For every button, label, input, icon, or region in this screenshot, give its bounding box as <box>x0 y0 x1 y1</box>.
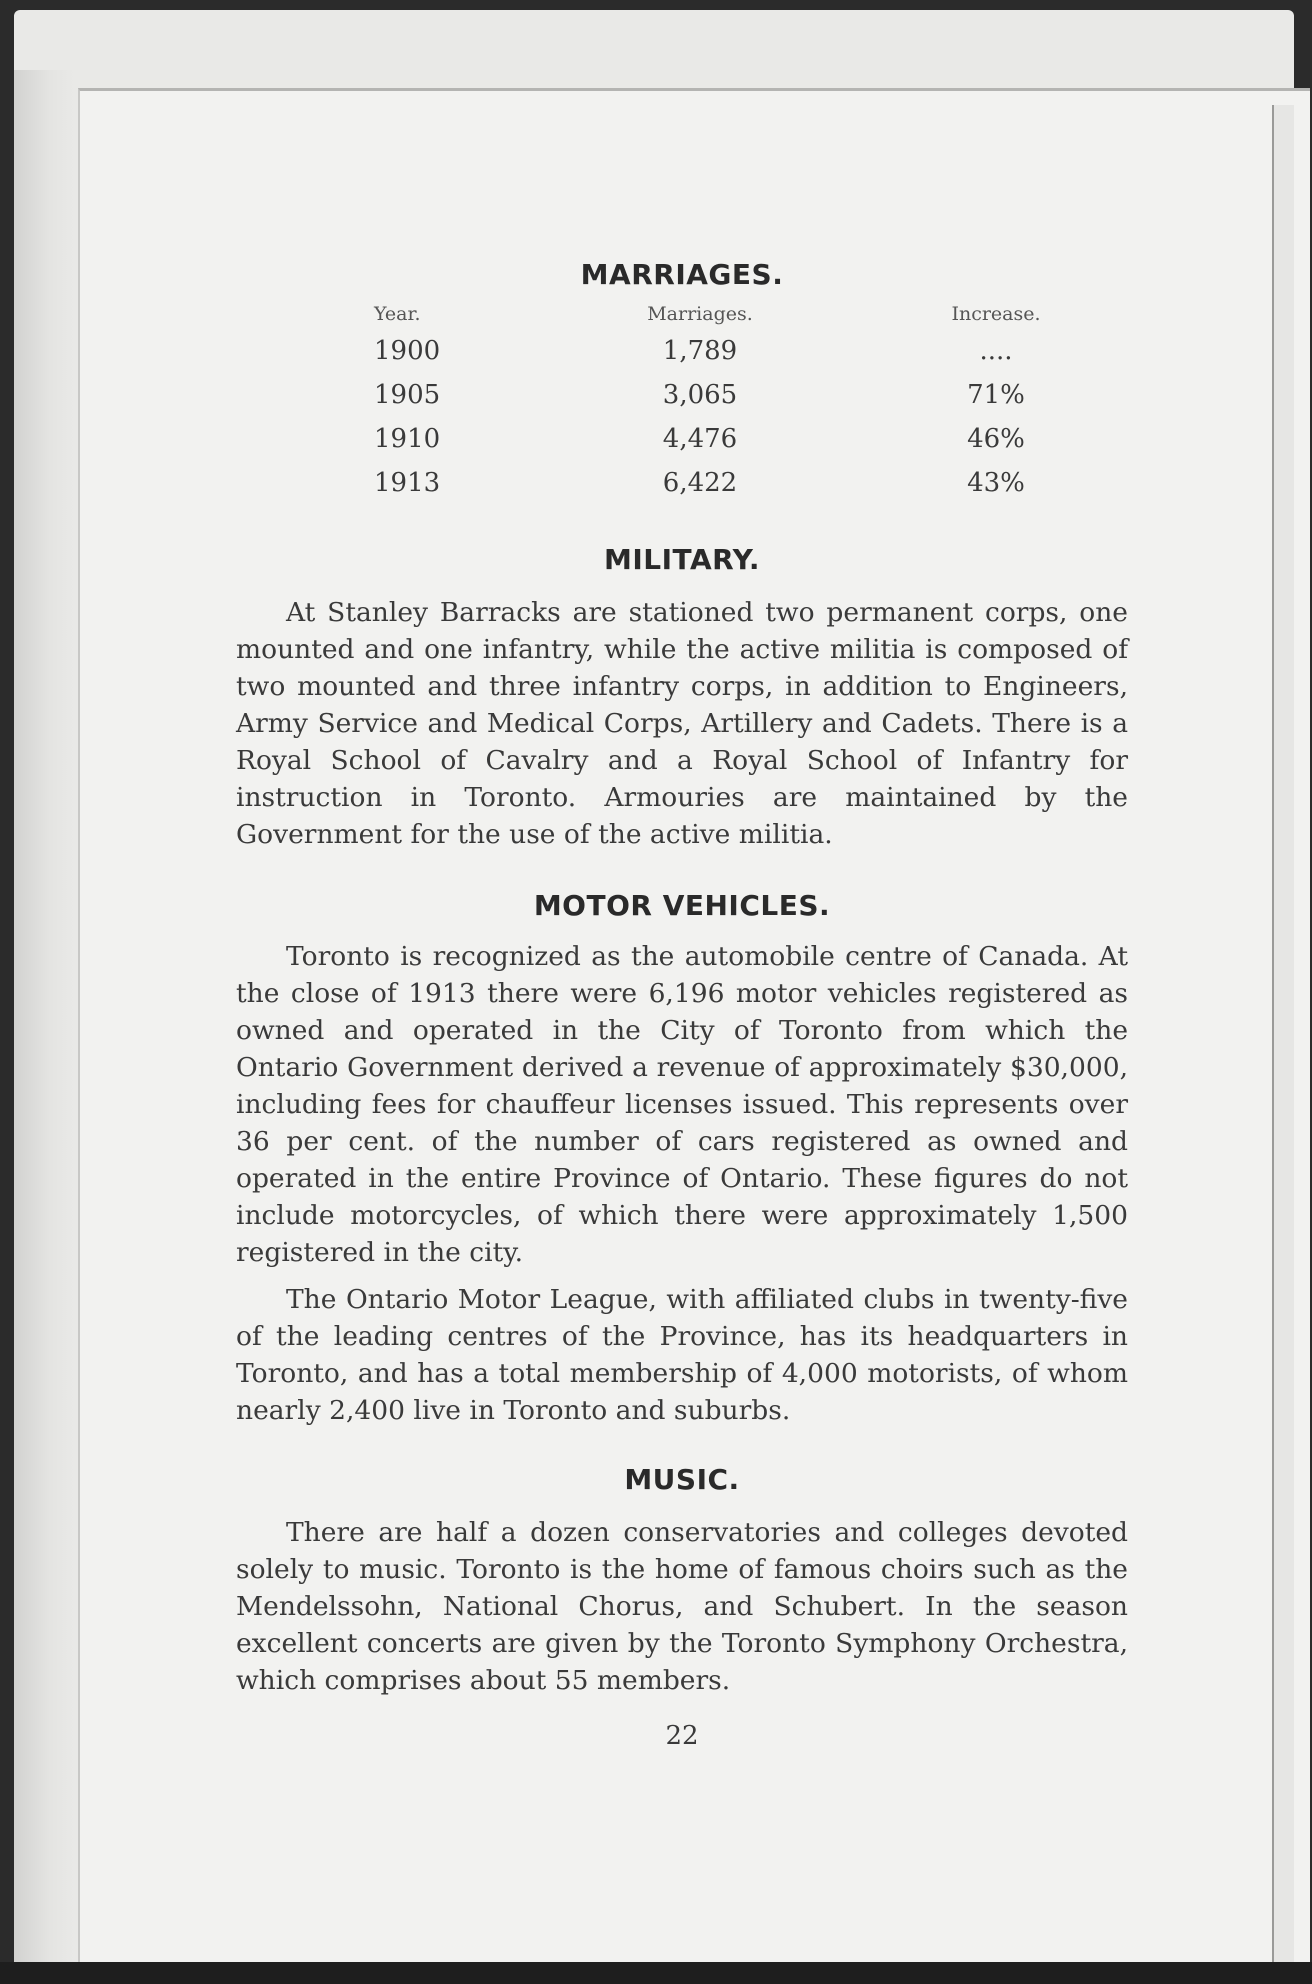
table-row <box>236 329 1116 373</box>
motor-vehicles-paragraph-2: The Ontario Motor League, with affiliated clubs in twenty-five of the leading centres of the Province, has its headquarters in Toronto, and has a total membership of 4,000 motorists, of whom nearly 2,400 live in Toronto and suburbs. <box>236 1284 1128 1426</box>
cell-marriages: 3,065 <box>662 380 738 410</box>
cell-increase: 46% <box>967 424 1025 454</box>
table-header-row <box>236 303 1116 329</box>
table-row <box>236 461 1116 505</box>
military-paragraph: At Stanley Barracks are stationed two permanent corps, one mounted and one infantry, while the active militia is composed of two mounted and three infantry corps, in addition to Engineers, Army Service and Medical Corps, Artillery and Cadets. There is a Royal School of Cavalry and a Royal School of Infantry for instruction in Toronto. Armouries are maintained by the Government for the use of the active militia. <box>236 597 1128 850</box>
motor-vehicles-paragraph-1: Toronto is recognized as the automobile centre of Canada. At the close of 1913 there were 6,196 motor vehicles registered as owned and operated in the City of Toronto from which the Ontario Government derived a revenue of approximately $30,000, including fees for chauffeur licenses issued. This represents over 36 per cent. of the number of cars registered as owned and operated in the entire Province of Ontario. These figures do not include motorcycles, of which there were approximately 1,500 registered in the city. <box>236 941 1128 1268</box>
page-content <box>236 258 1128 1751</box>
cell-year: 1900 <box>374 336 441 366</box>
page-number: 22 <box>665 1721 699 1751</box>
cell-year: 1913 <box>374 468 441 498</box>
table-row <box>236 417 1116 461</box>
cell-marriages: 6,422 <box>662 468 738 498</box>
scan-border-bottom <box>0 1962 1312 1984</box>
music-paragraph: There are half a dozen conservatories and colleges devoted solely to music. Toronto is the home of famous choirs such as the Mendelssohn, National Chorus, and Schubert. In the season excellent concerts are given by the Toronto Symphony Orchestra, which comprises about 55 members. <box>236 1517 1128 1696</box>
cell-increase: .... <box>979 336 1013 366</box>
marriages-heading: MARRIAGES. <box>580 258 784 291</box>
marriages-table <box>236 303 1116 505</box>
column-header-marriages: Marriages. <box>647 303 753 325</box>
cell-increase: 71% <box>967 380 1025 410</box>
column-header-increase: Increase. <box>951 303 1041 325</box>
cell-marriages: 1,789 <box>662 336 738 366</box>
page-edge-shadow <box>14 70 74 1970</box>
music-heading: MUSIC. <box>624 1463 740 1496</box>
column-header-year: Year. <box>374 303 421 325</box>
facing-page-edge <box>1272 105 1294 1970</box>
cell-increase: 43% <box>967 468 1025 498</box>
military-heading: MILITARY. <box>604 543 760 576</box>
motor-vehicles-heading: MOTOR VEHICLES. <box>533 889 831 922</box>
cell-marriages: 4,476 <box>662 424 738 454</box>
table-row <box>236 373 1116 417</box>
cell-year: 1905 <box>374 380 441 410</box>
cell-year: 1910 <box>374 424 441 454</box>
